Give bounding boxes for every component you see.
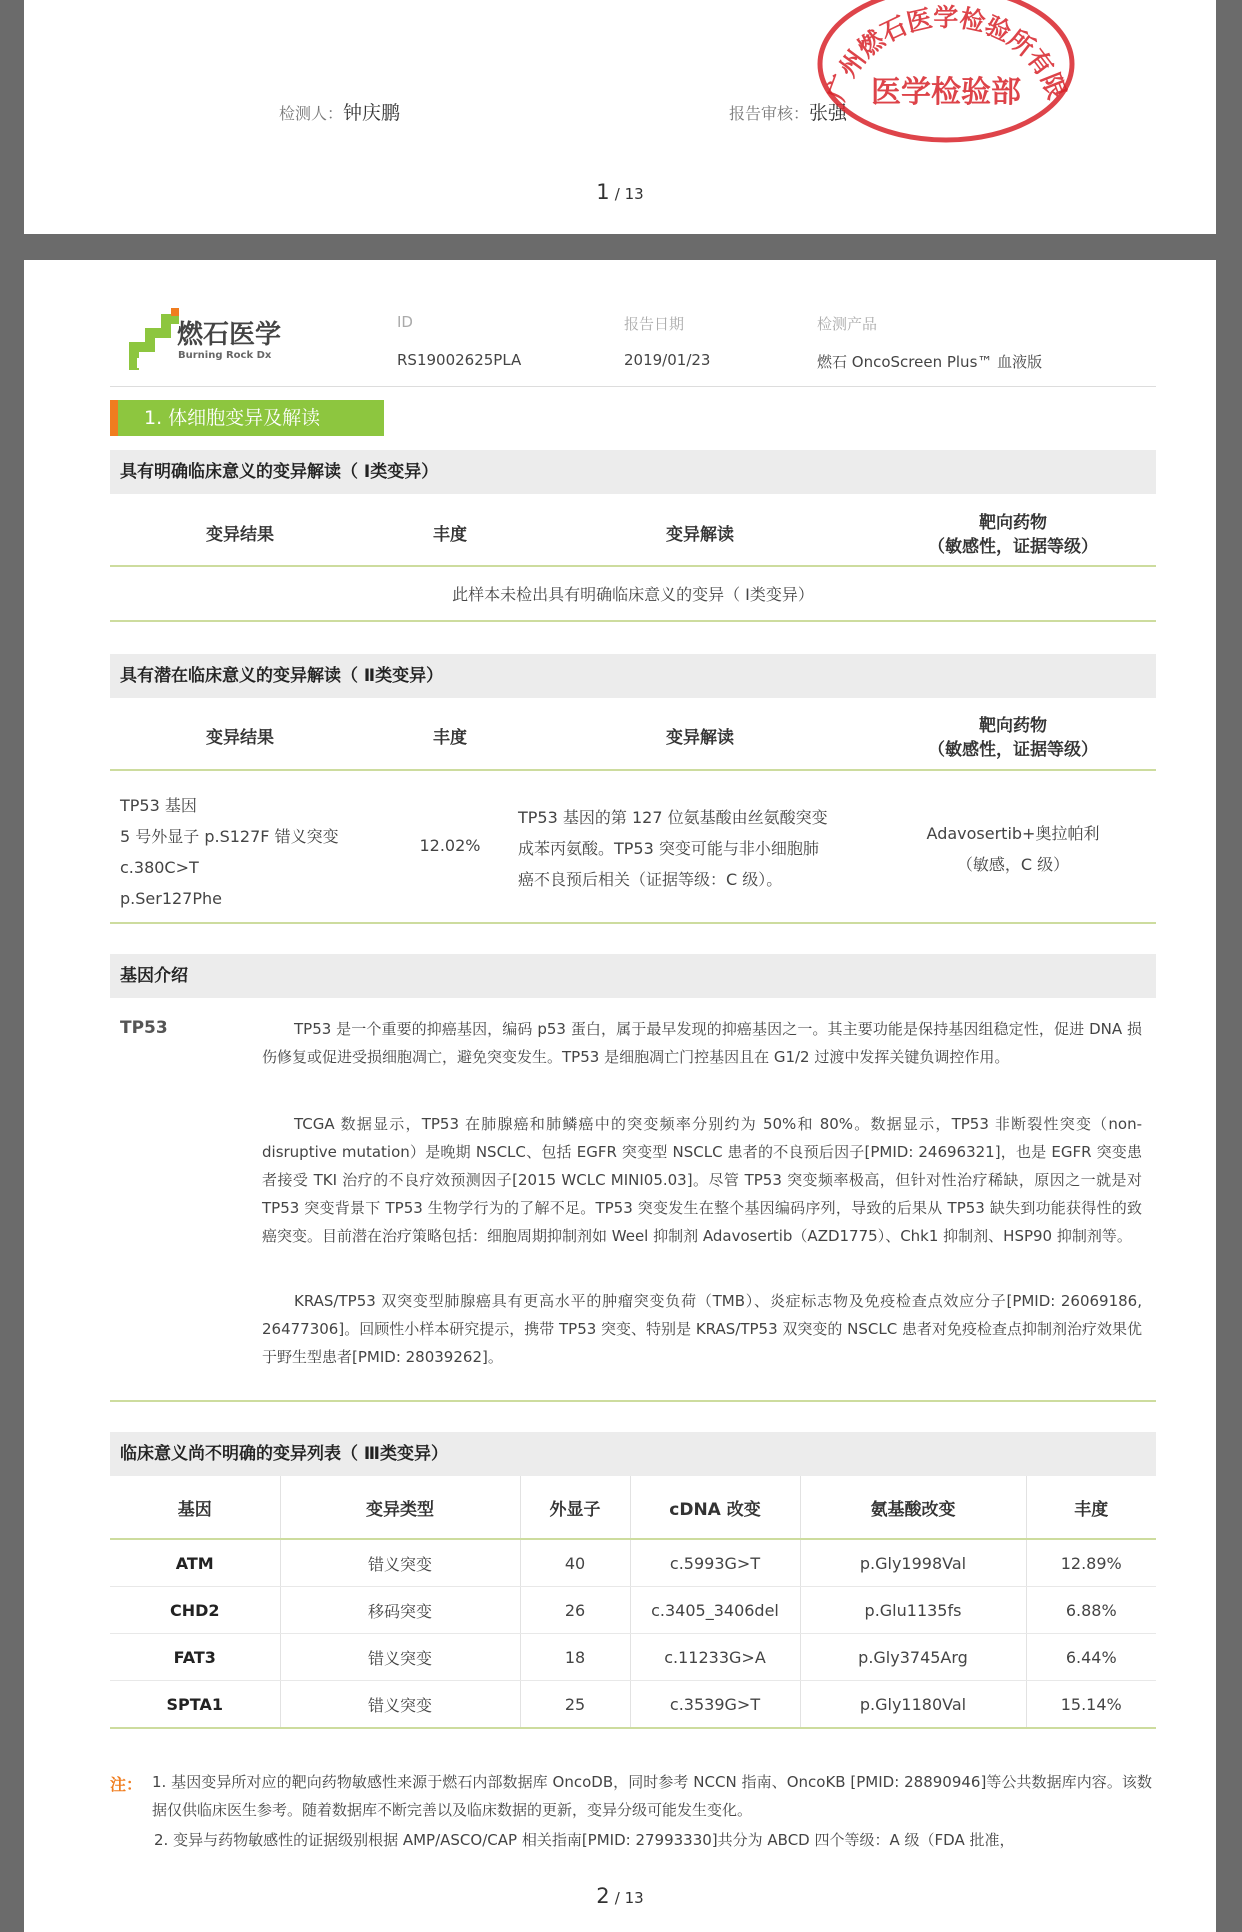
- interp-line-3: 癌不良预后相关（证据等级：C 级）。: [518, 870, 783, 889]
- gene-intro-para-2: TCGA 数据显示，TP53 在肺腺癌和肺鳞癌中的突变频率分别约为 50%和 80%。数据显示，TP53 非断裂性突变（non-disruptive mutation）是晚期 NSCLC、包括 EGFR 突变型 NSCLC 患者的不良预后因子[PMID: 24696321]，也是 EGFR 突变患者接受 TKI 治疗的不良疗效预测因子[2015 WCLC MINI05.03]。尽管 TP53 突变频率极高，但针对性治疗稀缺，原因之一就是对 TP53 突变背景下 TP53 生物学行为的了解不足。TP53 突变发生在整个基因编码序列，导致的后果从 TP53 缺失到功能获得性的致癌突变。目前潜在治疗策略包括：细胞周期抑制剂如 Weel 抑制剂 Adavosertib（AZD1775）、Chk1 抑制剂、HSP90 抑制剂等。: [262, 1115, 1143, 1245]
- gene-intro-title: 基因介绍: [110, 954, 1156, 998]
- gene-intro-bottom-line: [110, 1400, 1156, 1402]
- class3-header-row: [110, 1476, 1156, 1539]
- cell-aa: p.Gly1998Val: [800, 1539, 1026, 1587]
- class2-header-freq: 丰度: [433, 728, 467, 748]
- class2-frequency: 12.02%: [419, 836, 481, 855]
- class1-header-interp: 变异解读: [666, 525, 734, 545]
- class2-interpretation: [518, 802, 828, 895]
- gene-intro-para-1: TP53 是一个重要的抑癌基因，编码 p53 蛋白，属于最早发现的抑癌基因之一。其主要功能是保持基因组稳定性，促进 DNA 损伤修复或促进受损细胞凋亡，避免突变发生。TP53 是细胞凋亡门控基因且在 G1/2 过渡中发挥关键负调控作用。: [262, 1020, 1142, 1066]
- variant-cdna: c.380C>T: [120, 858, 199, 877]
- class3-header-aa: 氨基酸改变: [800, 1476, 1026, 1539]
- class3-title: 临床意义尚不明确的变异列表（ Ⅲ类变异）: [110, 1432, 1156, 1476]
- cell-aa: p.Gly1180Val: [800, 1681, 1026, 1729]
- id-value: RS19002625PLA: [397, 351, 522, 369]
- tester-name: 钟庆鹏: [343, 102, 401, 124]
- class2-header-interp: 变异解读: [666, 728, 734, 748]
- interp-line-2: 成苯丙氨酸。TP53 突变可能与非小细胞肺: [518, 839, 819, 858]
- cell-aa: p.Glu1135fs: [800, 1587, 1026, 1634]
- interp-line-1: TP53 基因的第 127 位氨基酸由丝氨酸突变: [518, 808, 828, 827]
- tester-label: 检测人：: [279, 104, 344, 123]
- cell-gene: CHD2: [110, 1587, 280, 1634]
- reviewer-name: 张强: [809, 102, 848, 124]
- table-row: [110, 1681, 1156, 1729]
- cell-freq: 12.89%: [1026, 1539, 1156, 1587]
- logo-cn-text: 燃石医学: [177, 320, 282, 350]
- cell-exon: 25: [520, 1681, 630, 1729]
- reviewer-label: 报告审核：: [729, 104, 810, 123]
- report-date-label: 报告日期: [624, 315, 685, 333]
- table-row: [110, 1634, 1156, 1681]
- class1-header-drug-level: （敏感性，证据等级）: [928, 537, 1098, 557]
- note-1: 1. 基因变异所对应的靶向药物敏感性来源于燃石内部数据库 OncoDB，同时参考 NCCN 指南、OncoKB [PMID: 28890946]等公共数据库内容。该数据仅供临床医生参考。随着数据库不断完善以及临床数据的更新，变异分级可能发生变化。: [152, 1773, 1152, 1819]
- class3-header-exon: 外显子: [520, 1476, 630, 1539]
- cell-cdna: c.3405_3406del: [630, 1587, 800, 1634]
- class3-header-type: 变异类型: [280, 1476, 520, 1539]
- page-2: [24, 260, 1216, 1932]
- class2-bottom-line: [110, 922, 1156, 924]
- cell-type: 错义突变: [280, 1634, 520, 1681]
- product-value: 燃石 OncoScreen Plus™ 血液版: [817, 353, 1043, 371]
- table-row: [110, 1587, 1156, 1634]
- page-number: [24, 1884, 1216, 1908]
- logo-en-text: Burning Rock Dx: [178, 350, 272, 361]
- cell-type: 移码突变: [280, 1587, 520, 1634]
- class3-table: [110, 1476, 1156, 1729]
- svg-text:广州燃石医学检验所有限公司: 广州燃石医学检验所有限: [821, 2, 1072, 105]
- cell-cdna: c.5993G>T: [630, 1539, 800, 1587]
- gene-intro-gene-name: TP53: [120, 1018, 168, 1038]
- class1-title: 具有明确临床意义的变异解读（ Ⅰ类变异）: [110, 450, 1156, 494]
- page-current: 2: [596, 1884, 610, 1908]
- class1-empty-message: 此样本未检出具有明确临床意义的变异（ Ⅰ类变异）: [452, 585, 814, 604]
- class1-header-freq: 丰度: [433, 525, 467, 545]
- cell-exon: 18: [520, 1634, 630, 1681]
- class1-header-line: [110, 565, 1156, 567]
- cell-aa: p.Gly3745Arg: [800, 1634, 1026, 1681]
- class1-header-drug: 靶向药物: [979, 513, 1047, 533]
- class2-header-line: [110, 769, 1156, 771]
- variant-protein: p.Ser127Phe: [120, 889, 222, 908]
- cell-freq: 6.88%: [1026, 1587, 1156, 1634]
- variant-exon: 5 号外显子 p.S127F 错义突变: [120, 827, 339, 846]
- class2-drug: [870, 818, 1156, 880]
- note-2: 2. 变异与药物敏感性的证据级别根据 AMP/ASCO/CAP 相关指南[PMID: 27993330]共分为 ABCD 四个等级：A 级（FDA 批准，: [154, 1831, 1015, 1849]
- class3-header-gene: 基因: [110, 1476, 280, 1539]
- tester-signature: [279, 98, 400, 125]
- class2-header-variant: 变异结果: [206, 728, 274, 748]
- product-label: 检测产品: [817, 315, 878, 333]
- cell-freq: 6.44%: [1026, 1634, 1156, 1681]
- page-current: 1: [596, 180, 610, 204]
- cell-gene: FAT3: [110, 1634, 280, 1681]
- cell-exon: 40: [520, 1539, 630, 1587]
- variant-gene: TP53 基因: [120, 796, 197, 815]
- notes-label: 注：: [110, 1775, 143, 1794]
- class3-header-freq: 丰度: [1026, 1476, 1156, 1539]
- class2-title: 具有潜在临床意义的变异解读（ Ⅱ类变异）: [110, 654, 1156, 698]
- class2-variant-result: [120, 790, 339, 914]
- report-date-value: 2019/01/23: [624, 351, 711, 369]
- cell-gene: SPTA1: [110, 1681, 280, 1729]
- cell-type: 错义突变: [280, 1681, 520, 1729]
- page-total: / 13: [614, 185, 644, 203]
- id-label: ID: [397, 313, 413, 331]
- drug-name: Adavosertib+奥拉帕利: [926, 824, 1100, 843]
- official-seal-stamp: [804, 0, 1084, 154]
- class2-header-drug: 靶向药物: [979, 716, 1047, 736]
- class1-bottom-line: [110, 620, 1156, 622]
- cell-type: 错义突变: [280, 1539, 520, 1587]
- page-number: [24, 180, 1216, 204]
- page-total: / 13: [614, 1889, 644, 1907]
- table-row: [110, 1539, 1156, 1587]
- class1-header-variant: 变异结果: [206, 525, 274, 545]
- cell-cdna: c.11233G>A: [630, 1634, 800, 1681]
- svg-text:医学检验部: 医学检验部: [871, 75, 1021, 110]
- class3-header-cdna: cDNA 改变: [630, 1476, 800, 1539]
- drug-level: （敏感，C 级）: [956, 855, 1070, 874]
- cell-exon: 26: [520, 1587, 630, 1634]
- header-divider: [110, 386, 1156, 387]
- cell-freq: 15.14%: [1026, 1681, 1156, 1729]
- gene-intro-para-3: KRAS/TP53 双突变型肺腺癌具有更高水平的肿瘤突变负荷（TMB）、炎症标志物及免疫检查点效应分子[PMID: 26069186, 26477306]。回顾性小样本研究提示，携带 TP53 突变、特别是 KRAS/TP53 双突变的 NSCLC 患者对免疫检查点抑制剂治疗效果优于野生型患者[PMID: 28039262]。: [262, 1292, 1142, 1366]
- section-title: 1. 体细胞变异及解读: [110, 400, 384, 436]
- page-1: [24, 0, 1216, 234]
- class2-header-drug-level: （敏感性，证据等级）: [928, 740, 1098, 760]
- cell-cdna: c.3539G>T: [630, 1681, 800, 1729]
- cell-gene: ATM: [110, 1539, 280, 1587]
